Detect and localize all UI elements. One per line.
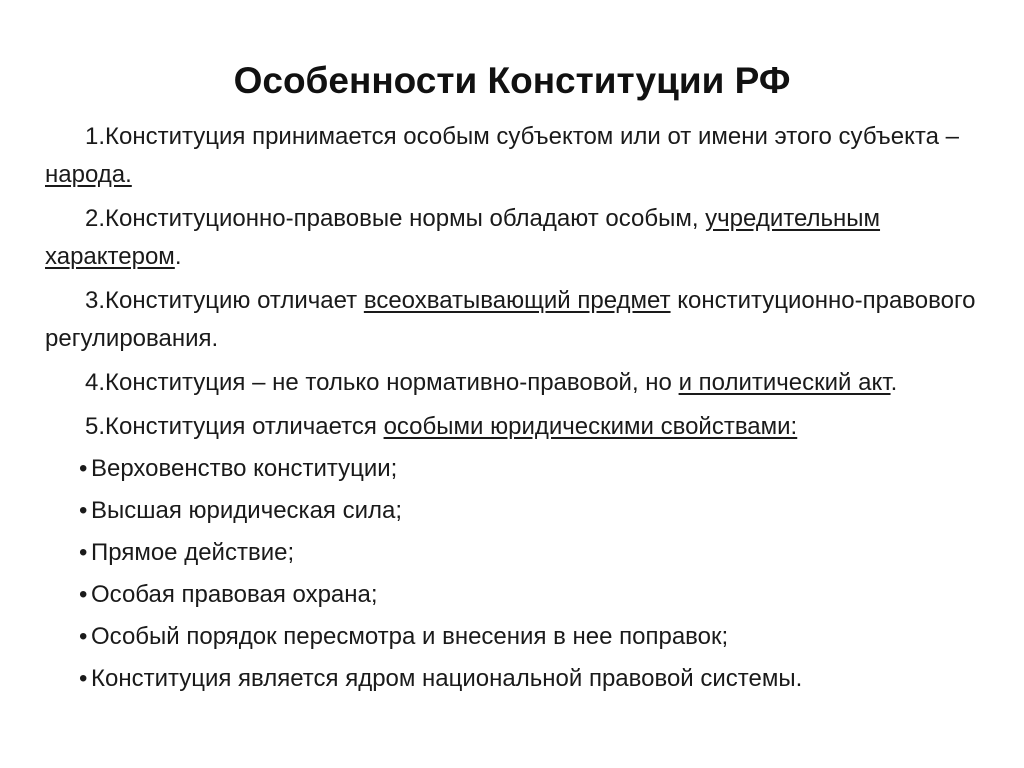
underlined-phrase: народа. [45, 161, 132, 188]
paragraph-5 [45, 408, 995, 446]
list-item-text: Особая правовая охрана; [91, 581, 378, 608]
list-item-text: Высшая юридическая сила; [91, 497, 403, 524]
slide-content [45, 118, 995, 702]
paragraph-text: 1.Конституция принимается особым субъектом или от имени этого субъекта – [85, 123, 959, 150]
bullet-icon: • [79, 455, 88, 482]
bullet-icon: • [79, 539, 88, 566]
paragraph-3 [45, 282, 995, 358]
underlined-phrase: и политический акт [678, 369, 891, 396]
list-item [45, 576, 995, 614]
list-item-text: Особый порядок пересмотра и внесения в нее поправок; [91, 623, 729, 650]
paragraph-2 [45, 200, 995, 276]
paragraph-text: 3.Конституцию отличает [85, 287, 364, 314]
numbered-paragraphs [45, 118, 995, 402]
paragraph-4 [45, 364, 995, 402]
paragraph-5-underlined: особыми юридическими свойствами: [383, 413, 798, 440]
list-item-text: Верховенство конституции; [91, 455, 398, 482]
list-item [45, 492, 995, 530]
list-item-text: Конституция является ядром национальной правовой системы. [91, 665, 803, 692]
list-item [45, 660, 995, 698]
bullet-icon: • [79, 665, 88, 692]
properties-list [45, 450, 995, 698]
list-item [45, 618, 995, 656]
paragraph-text: 2.Конституционно-правовые нормы обладают особым, [85, 205, 706, 232]
paragraph-1 [45, 118, 995, 194]
bullet-icon: • [79, 623, 88, 650]
paragraph-text: конституционно-правового регулирования. [45, 287, 976, 352]
list-item [45, 450, 995, 488]
paragraph-text: . [890, 369, 898, 396]
paragraph-5-prefix: 5.Конституция отличается [85, 413, 384, 440]
underlined-phrase: всеохватывающий предмет [363, 287, 671, 314]
bullet-icon: • [79, 497, 88, 524]
underlined-phrase: учредительным характером [45, 205, 881, 270]
bullet-icon: • [79, 581, 88, 608]
paragraph-text: . [174, 243, 182, 270]
slide-title: Особенности Конституции РФ [233, 60, 791, 101]
paragraph-text: 4.Конституция – не только нормативно-правовой, но [85, 369, 679, 396]
list-item [45, 534, 995, 572]
list-item-text: Прямое действие; [91, 539, 295, 566]
